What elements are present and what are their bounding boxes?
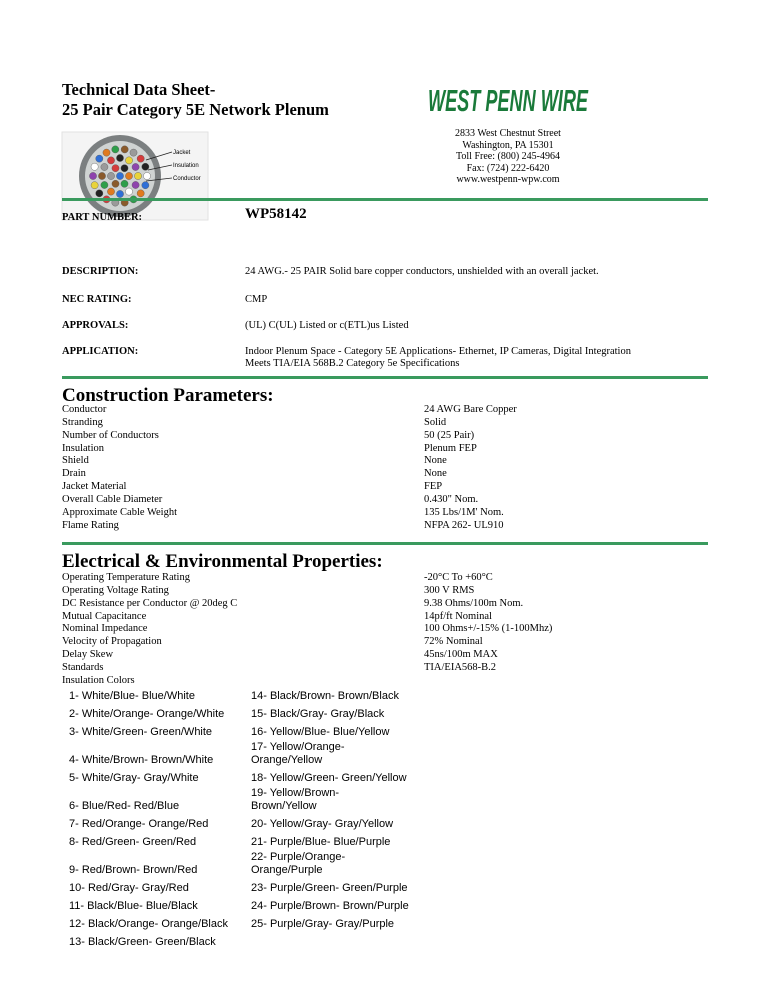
param-label: Delay Skew [62, 649, 114, 661]
param-value: None [424, 455, 447, 467]
color-item: 14- Black/Brown- Brown/Black [251, 690, 399, 702]
color-item: 22- Purple/Orange- [251, 851, 346, 863]
description-value: 24 AWG.- 25 PAIR Solid bare copper conductors, unshielded with an overall jacket. [245, 266, 599, 277]
param-label: Nominal Impedance [62, 623, 148, 635]
approvals-value: (UL) C(UL) Listed or c(ETL)us Listed [245, 320, 409, 331]
param-label: Operating Temperature Rating [62, 572, 190, 583]
param-label: Stranding [62, 416, 103, 428]
address-fax: Fax: (724) 222-6420 [466, 162, 550, 174]
param-label: Overall Cable Diameter [62, 493, 163, 505]
address-street: 2833 West Chestnut Street [455, 128, 561, 139]
color-item: 9- Red/Brown- Brown/Red [69, 864, 198, 876]
param-value: 24 AWG Bare Copper [424, 404, 517, 415]
title-line-2: 25 Pair Category 5E Network Plenum [62, 100, 329, 119]
color-item: Orange/Yellow [251, 754, 323, 766]
color-item: 6- Blue/Red- Red/Blue [69, 800, 180, 812]
param-label: Velocity of Propagation [62, 636, 162, 648]
color-item: 8- Red/Green- Green/Red [69, 836, 197, 848]
param-label: Approximate Cable Weight [62, 506, 178, 518]
part-number-label: PART NUMBER: [62, 212, 143, 223]
param-value: 14pf/ft Nominal [424, 610, 492, 622]
part-number-value: WP58142 [245, 206, 307, 222]
application-line-2: Meets TIA/EIA 568B.2 Category 5e Specifications [245, 358, 460, 369]
label-jacket: Jacket [173, 150, 191, 156]
label-conductor: Conductor [173, 176, 201, 182]
color-item: 20- Yellow/Gray- Gray/Yellow [251, 818, 394, 830]
color-item: 1- White/Blue- Blue/White [69, 690, 195, 702]
description-label: DESCRIPTION: [62, 266, 139, 277]
address-website: www.westpenn-wpw.com [456, 174, 560, 185]
param-value: 135 Lbs/1M' Nom. [424, 506, 504, 518]
param-label: DC Resistance per Conductor @ 20deg C [62, 597, 238, 609]
param-value: FEP [424, 481, 443, 493]
color-item: Orange/Purple [251, 864, 323, 876]
construction-section-title: Construction Parameters: [62, 385, 274, 406]
param-label: Shield [62, 455, 89, 467]
color-item: 7- Red/Orange- Orange/Red [69, 818, 209, 830]
approvals-label: APPROVALS: [62, 320, 129, 331]
color-item: 2- White/Orange- Orange/White [69, 708, 225, 720]
param-label: Conductor [62, 404, 107, 415]
color-item: 18- Yellow/Green- Green/Yellow [251, 772, 407, 784]
param-label: Insulation Colors [62, 674, 135, 686]
color-item: 21- Purple/Blue- Blue/Purple [251, 836, 391, 848]
color-item: 13- Black/Green- Green/Black [69, 936, 216, 948]
param-value: Plenum FEP [424, 442, 477, 454]
application-line-1: Indoor Plenum Space - Category 5E Applications- Ethernet, IP Cameras, Digital Integration [245, 346, 631, 357]
param-value: 300 V RMS [424, 584, 475, 596]
color-item: 12- Black/Orange- Orange/Black [69, 918, 228, 930]
param-value: NFPA 262- UL910 [424, 519, 504, 531]
color-item: 16- Yellow/Blue- Blue/Yellow [251, 726, 390, 738]
param-value: -20°C To +60°C [424, 572, 493, 583]
param-label: Flame Rating [62, 519, 119, 531]
param-label: Number of Conductors [62, 429, 159, 441]
application-label: APPLICATION: [62, 346, 139, 357]
color-item: 5- White/Gray- Gray/White [69, 772, 199, 784]
title-line-1: Technical Data Sheet- [62, 80, 216, 99]
param-label: Mutual Capacitance [62, 610, 147, 622]
color-item: Brown/Yellow [251, 800, 317, 812]
color-item: 25- Purple/Gray- Gray/Purple [251, 918, 395, 930]
param-value: 0.430" Nom. [424, 493, 479, 505]
color-item: 4- White/Brown- Brown/White [69, 754, 214, 766]
param-label: Jacket Material [62, 481, 127, 493]
color-item: 15- Black/Gray- Gray/Black [251, 708, 385, 720]
param-value: 72% Nominal [424, 636, 483, 648]
address-toll-free: Toll Free: (800) 245-4964 [455, 151, 560, 162]
color-item: 24- Purple/Brown- Brown/Purple [251, 900, 409, 912]
nec-rating-label: NEC RATING: [62, 294, 132, 305]
address-city: Washington, PA 15301 [462, 139, 554, 151]
param-label: Operating Voltage Rating [62, 584, 169, 596]
label-insulation: Insulation [173, 163, 199, 169]
color-item: 17- Yellow/Orange- [251, 741, 345, 753]
param-label: Drain [62, 468, 86, 480]
param-value: 100 Ohms+/-15% (1-100Mhz) [424, 623, 553, 635]
color-item: 23- Purple/Green- Green/Purple [251, 882, 408, 894]
param-label: Insulation [62, 442, 104, 454]
param-value: TIA/EIA568-B.2 [424, 661, 497, 673]
color-item: 3- White/Green- Green/White [69, 726, 213, 738]
param-value: 50 (25 Pair) [424, 429, 475, 441]
color-item: 19- Yellow/Brown- [251, 787, 340, 799]
param-value: 45ns/100m MAX [424, 649, 498, 661]
color-item: 11- Black/Blue- Blue/Black [69, 900, 198, 912]
param-value: Solid [424, 416, 447, 428]
param-value: None [424, 468, 447, 480]
color-item: 10- Red/Gray- Gray/Red [69, 882, 189, 894]
logo-text: WEST PENN WIRE [428, 83, 589, 118]
nec-rating-value: CMP [245, 294, 268, 305]
param-value: 9.38 Ohms/100m Nom. [424, 597, 524, 609]
param-label: Standards [62, 661, 104, 673]
electrical-section-title: Electrical & Environmental Properties: [62, 551, 383, 572]
